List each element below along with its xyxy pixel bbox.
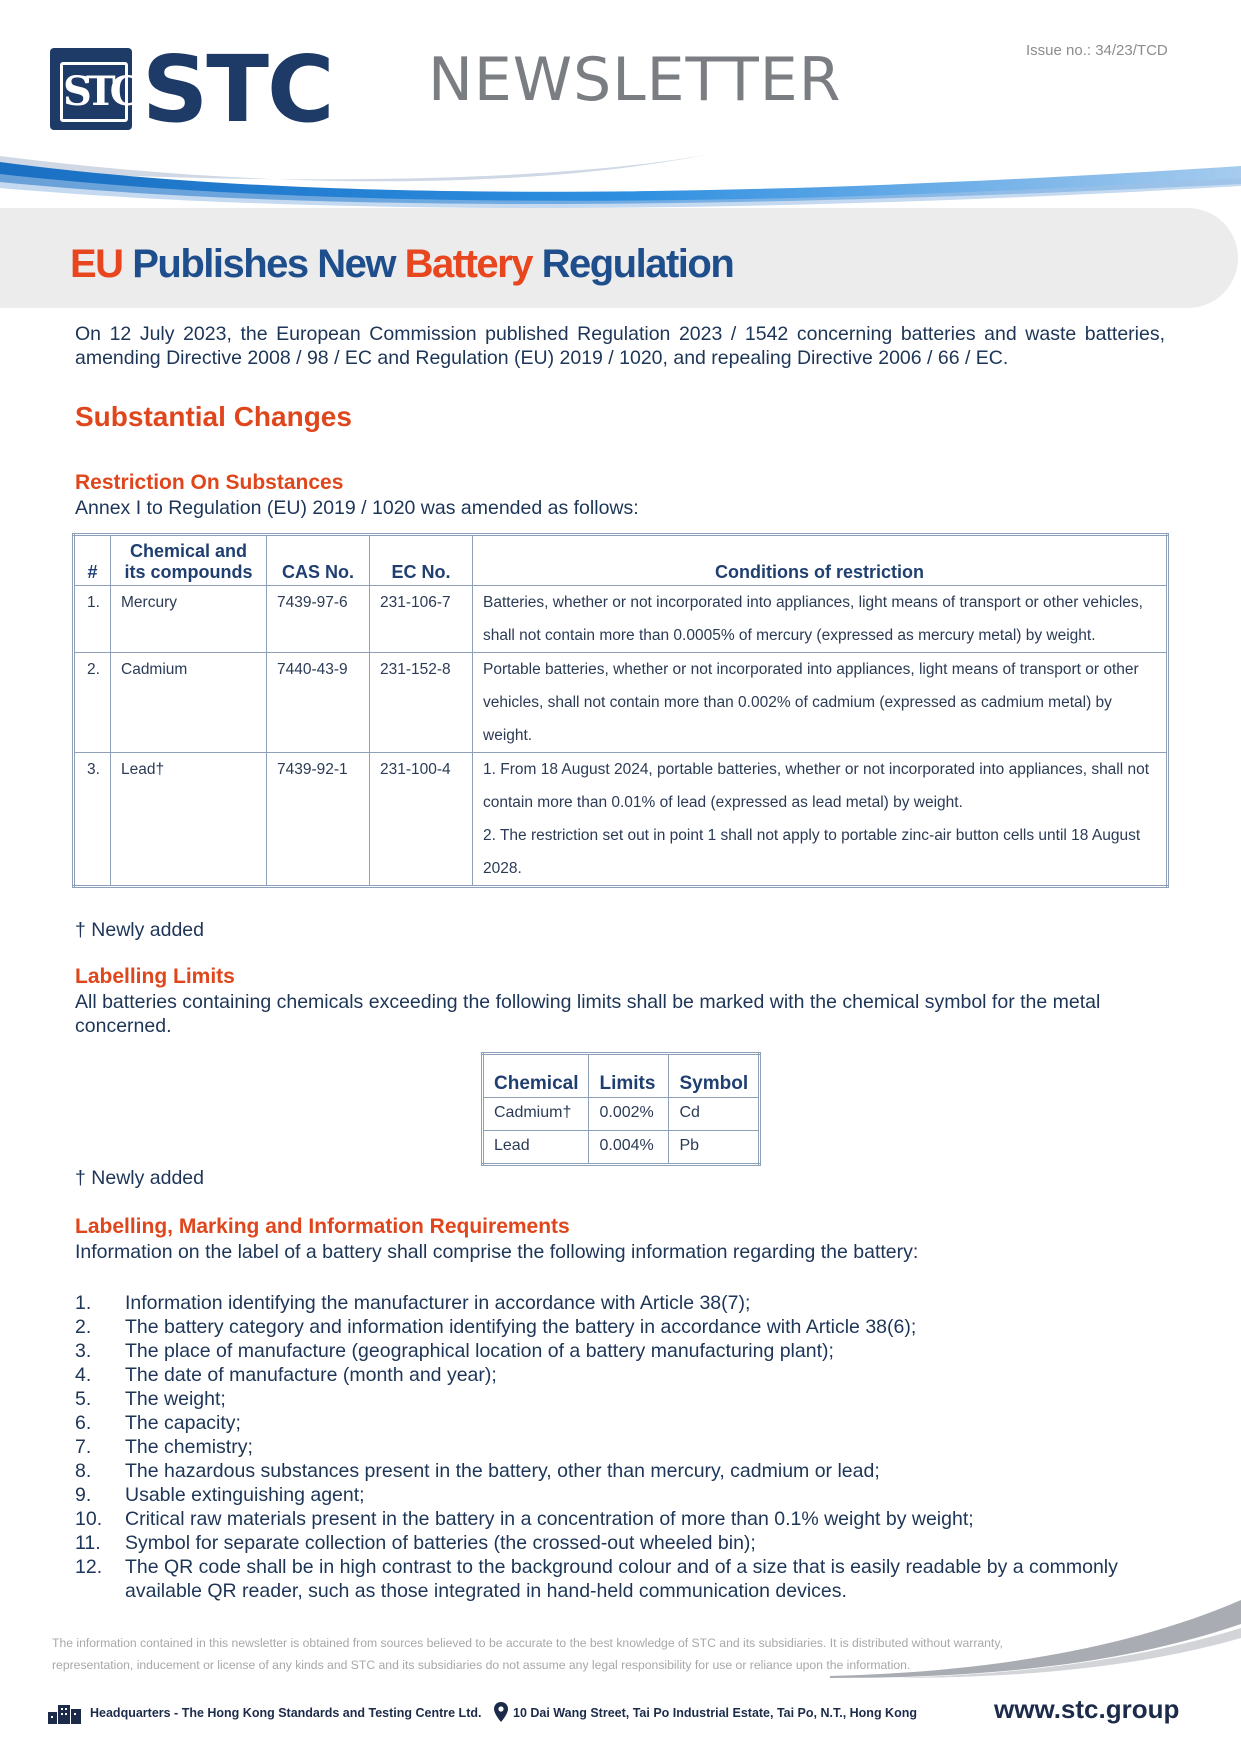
- list-item: [75, 1435, 1175, 1459]
- list-item: [75, 1411, 1175, 1435]
- item-text: The chemistry;: [125, 1436, 253, 1458]
- labelling-limits-lead: All batteries containing chemicals exceeding the following limits shall be marked with the chemical symbol for the metal concerned.: [75, 991, 1101, 1037]
- col-header: Conditions of restriction: [473, 535, 1168, 586]
- table-row: [74, 586, 1168, 653]
- ec-number: 231-152-8: [370, 653, 473, 753]
- item-text: The QR code shall be in high contrast to the background colour and of a size that is easily readable by a commonly available QR reader, such as those integrated in hand-held communication devices.: [125, 1556, 1118, 1602]
- requirements-heading: Labelling, Marking and Information Requirements: [75, 1215, 570, 1238]
- item-text: Symbol for separate collection of batteries (the crossed-out wheeled bin);: [125, 1532, 756, 1554]
- col-header: Chemical: [483, 1054, 589, 1098]
- chemical-symbol: Pb: [669, 1131, 760, 1165]
- list-item: [75, 1339, 1175, 1363]
- col-header: Chemical and its compounds: [111, 535, 267, 586]
- item-number: 2.: [75, 1316, 92, 1338]
- item-text: The capacity;: [125, 1412, 241, 1434]
- table-row: [74, 753, 1168, 887]
- col-header: Symbol: [669, 1054, 760, 1098]
- footer-contact-bar: [48, 1694, 1198, 1730]
- item-number: 5.: [75, 1388, 92, 1410]
- item-number: 1.: [75, 1292, 92, 1314]
- restriction-condition: [473, 753, 1168, 887]
- row-number: 3.: [74, 753, 111, 887]
- condition-text: Batteries, whether or not incorporated into appliances, light means of transport or other vehicles, shall not contain more than 0.0005% of mercury (expressed as mercury metal) by weight.: [483, 594, 1143, 644]
- title-part-publishes: Publishes New: [132, 242, 396, 286]
- limits-table-header: [483, 1054, 760, 1098]
- item-text: The battery category and information identifying the battery in accordance with Article 38(6);: [125, 1316, 917, 1338]
- address-text: 10 Dai Wang Street, Tai Po Industrial Estate, Tai Po, N.T., Hong Kong: [513, 1706, 917, 1720]
- col-header: Limits: [589, 1054, 669, 1098]
- list-item: [75, 1531, 1175, 1555]
- list-item: [75, 1555, 1175, 1603]
- list-item: [75, 1363, 1175, 1387]
- limit-value: 0.002%: [589, 1098, 669, 1131]
- chemical-symbol: Cd: [669, 1098, 760, 1131]
- ec-number: 231-100-4: [370, 753, 473, 887]
- col-header: CAS No.: [267, 535, 370, 586]
- requirements-list: [75, 1291, 1175, 1603]
- item-number: 6.: [75, 1412, 92, 1434]
- row-number: 1.: [74, 586, 111, 653]
- article-title: [70, 240, 733, 288]
- item-number: 4.: [75, 1364, 92, 1386]
- stc-logo: [50, 36, 350, 143]
- chemical-name: Cadmium: [111, 653, 267, 753]
- title-part-eu: EU: [70, 242, 123, 286]
- intro-paragraph: On 12 July 2023, the European Commission published Regulation 2023 / 1542 concerning batteries and waste batteries, amending Directive 2008 / 98 / EC and Regulation (EU) 2019 / 1020, and repealing Directive 2006 / 66 / EC.: [75, 323, 1165, 369]
- title-part-regulation: Regulation: [541, 242, 734, 286]
- labelling-limits-heading: Labelling Limits: [75, 965, 235, 988]
- restriction-lead: Annex I to Regulation (EU) 2019 / 1020 was amended as follows:: [75, 497, 639, 519]
- website-link[interactable]: www.stc.group: [994, 1694, 1180, 1724]
- condition-text: 1. From 18 August 2024, portable batteries, whether or not incorporated into appliances, shall not contain more than 0.01% of lead (expressed as lead metal) by weight.: [483, 761, 1150, 811]
- newly-added-note: † Newly added: [75, 1167, 204, 1189]
- item-text: The hazardous substances present in the battery, other than mercury, cadmium or lead;: [125, 1460, 880, 1482]
- chemical-name: Lead†: [111, 753, 267, 887]
- item-number: 10.: [75, 1508, 103, 1530]
- item-text: The date of manufacture (month and year);: [125, 1364, 497, 1386]
- header-swoosh-decoration: [0, 130, 1241, 210]
- item-text: Critical raw materials present in the battery in a concentration of more than 0.1% weight by weight;: [125, 1508, 974, 1530]
- list-item: [75, 1507, 1175, 1531]
- item-number: 3.: [75, 1340, 92, 1362]
- title-part-battery: Battery: [404, 242, 532, 286]
- item-text: The weight;: [125, 1388, 226, 1410]
- cas-number: 7439-97-6: [267, 586, 370, 653]
- newsletter-heading: NEWSLETTER: [428, 45, 842, 115]
- table-row: [483, 1131, 760, 1165]
- cas-number: 7440-43-9: [267, 653, 370, 753]
- restriction-condition: [473, 653, 1168, 753]
- limit-value: 0.004%: [589, 1131, 669, 1165]
- table-row: [483, 1098, 760, 1131]
- location-pin-icon: [494, 1702, 508, 1722]
- col-header: EC No.: [370, 535, 473, 586]
- chemical-name: Mercury: [111, 586, 267, 653]
- disclaimer-text: The information contained in this newsletter is obtained from sources believed to be accurate to the best knowledge of STC and its subsidiaries. It is distributed without warranty, representation, inducement or license of any kinds and STC and its subsidiaries do not assume any legal responsibility for use or reliance upon the information.: [52, 1636, 1003, 1672]
- col-header: #: [74, 535, 111, 586]
- item-text: The place of manufacture (geographical location of a battery manufacturing plant);: [125, 1340, 834, 1362]
- restriction-table-header: [74, 535, 1168, 586]
- newly-added-note: † Newly added: [75, 919, 204, 941]
- labelling-limits-table: [481, 1052, 761, 1166]
- chemical-name: Cadmium†: [483, 1098, 589, 1131]
- section-heading: Substantial Changes: [75, 401, 352, 432]
- restriction-condition: [473, 586, 1168, 653]
- stc-logo-text: STC: [142, 36, 333, 143]
- item-number: 9.: [75, 1484, 92, 1506]
- restriction-table: [72, 533, 1169, 888]
- issue-number: Issue no.: 34/23/TCD: [1026, 42, 1168, 59]
- item-number: 11.: [75, 1532, 101, 1554]
- condition-text: 2. The restriction set out in point 1 shall not apply to portable zinc-air button cells until 18 August 2028.: [483, 827, 1141, 877]
- row-number: 2.: [74, 653, 111, 753]
- item-text: Usable extinguishing agent;: [125, 1484, 365, 1506]
- list-item: [75, 1291, 1175, 1315]
- cas-number: 7439-92-1: [267, 753, 370, 887]
- ec-number: 231-106-7: [370, 586, 473, 653]
- stc-logo-mark: [50, 48, 136, 130]
- headquarters-text: Headquarters - The Hong Kong Standards and Testing Centre Ltd.: [90, 1706, 482, 1720]
- logo-mark-letters: STC: [60, 62, 128, 122]
- building-icon: [48, 1702, 84, 1724]
- item-number: 8.: [75, 1460, 92, 1482]
- item-number: 12.: [75, 1556, 103, 1578]
- condition-text: Portable batteries, whether or not incorporated into appliances, light means of transport or other vehicles, shall not contain more than 0.002% of cadmium (expressed as cadmium metal) by weight.: [483, 661, 1139, 744]
- table-row: [74, 653, 1168, 753]
- restriction-heading: Restriction On Substances: [75, 471, 344, 494]
- list-item: [75, 1459, 1175, 1483]
- list-item: [75, 1387, 1175, 1411]
- item-number: 7.: [75, 1436, 92, 1458]
- item-text: Information identifying the manufacturer in accordance with Article 38(7);: [125, 1292, 751, 1314]
- list-item: [75, 1315, 1175, 1339]
- requirements-lead: Information on the label of a battery shall comprise the following information regarding the battery:: [75, 1241, 919, 1263]
- list-item: [75, 1483, 1175, 1507]
- chemical-name: Lead: [483, 1131, 589, 1165]
